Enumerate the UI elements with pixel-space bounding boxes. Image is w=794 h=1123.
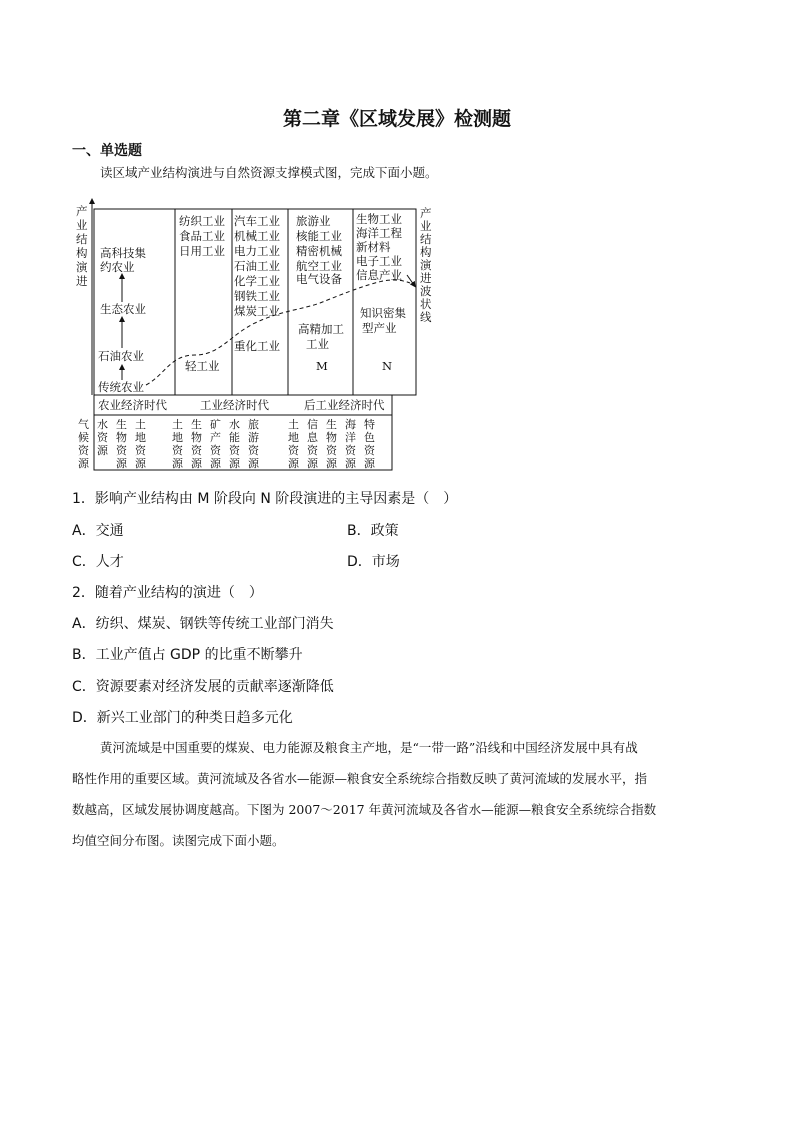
svg-text:工业经济时代: 工业经济时代 [200,398,269,412]
resource-label: 土地资源 [288,418,299,470]
svg-text:构: 构 [420,245,432,259]
q2-option-b[interactable]: B．工业产值占 GDP 的比重不断攀升 [72,647,303,663]
q1-option-c[interactable]: C．人才 [72,554,124,570]
q2-option-a[interactable]: A．纺织、煤炭、钢铁等传统工业部门消失 [72,616,334,632]
svg-text:农业经济时代: 农业经济时代 [98,398,167,412]
svg-text:化学工业: 化学工业 [234,274,280,288]
q2-option-d[interactable]: D．新兴工业部门的种类日趋多元化 [72,710,293,726]
industrial-evolution-diagram [70,195,440,480]
stage-m-column [296,214,344,373]
wave-label [420,206,433,324]
resource-label: 水资源 [97,418,108,457]
passage-line-1: 黄河流域是中国重要的煤炭、电力能源及粮食主产地，是“一带一路”沿线和中国经济发展中具有战 [100,740,638,755]
svg-text:精密机械: 精密机械 [296,244,342,258]
svg-text:进: 进 [420,271,432,285]
svg-text:线: 线 [420,310,432,324]
svg-text:日用工业: 日用工业 [179,244,225,258]
svg-text:工业: 工业 [306,337,329,351]
resource-label: 生物资源 [116,418,127,470]
q1-option-b[interactable]: B．政策 [347,523,399,539]
svg-text:航空工业: 航空工业 [296,259,342,273]
passage-line-4: 均值空间分布图。读图完成下面小题。 [72,833,285,848]
resource-label: 土地资源 [172,418,183,470]
svg-text:演: 演 [76,260,88,274]
svg-text:生态农业: 生态农业 [100,302,146,316]
section-heading: 一、单选题 [72,143,142,159]
svg-text:纺织工业: 纺织工业 [179,214,225,228]
resource-label: 特色资源 [364,418,375,470]
svg-text:业: 业 [420,219,432,233]
svg-text:石油农业: 石油农业 [98,349,144,363]
svg-text:业: 业 [76,218,88,232]
resource-label: 旅游资源 [248,418,259,470]
passage-line-2: 略性作用的重要区域。黄河流域及各省水—能源—粮食安全系统综合指数反映了黄河流域的发展水平，指 [72,771,648,786]
svg-text:M: M [316,359,328,373]
svg-text:状: 状 [420,297,432,311]
svg-text:知识密集: 知识密集 [360,306,406,320]
passage-line-3: 数越高，区域发展协调度越高。下图为 2007～2017 年黄河流域及各省水—能源—粮食安全系统综合指数 [72,802,657,817]
figure-intro: 读区域产业结构演进与自然资源支撑模式图，完成下面小题。 [100,165,438,180]
q1-stem: 1．影响产业结构由 M 阶段向 N 阶段演进的主导因素是（ ） [72,491,458,507]
svg-text:新材料: 新材料 [356,240,391,254]
svg-text:钢铁工业: 钢铁工业 [234,289,280,303]
svg-text:后工业经济时代: 后工业经济时代 [304,398,385,412]
q1-option-a[interactable]: A．交通 [72,523,124,539]
svg-text:构: 构 [76,246,88,260]
resource-label: 气候资源 [78,418,89,470]
svg-text:传统农业: 传统农业 [98,380,144,394]
svg-text:海洋工程: 海洋工程 [356,226,402,240]
svg-text:波: 波 [420,284,432,298]
heavy-industry-column [234,214,280,353]
svg-text:演: 演 [420,258,432,272]
svg-text:N: N [382,359,393,373]
resource-label: 生物资源 [326,418,337,470]
resource-label: 水能资源 [229,418,240,470]
y-axis-label [76,204,89,288]
svg-text:结: 结 [420,232,432,246]
stage-n-column [356,212,406,373]
resource-label: 土地资源 [135,418,146,470]
svg-text:产: 产 [76,204,88,218]
svg-text:电子工业: 电子工业 [356,254,402,268]
resource-label: 生物资源 [191,418,202,470]
svg-text:电力工业: 电力工业 [234,244,280,258]
svg-text:高科技集: 高科技集 [100,246,146,260]
svg-text:进: 进 [76,274,88,288]
svg-text:约农业: 约农业 [100,260,135,274]
resource-label: 信息资源 [307,418,318,470]
svg-text:食品工业: 食品工业 [179,229,225,243]
svg-text:高精加工: 高精加工 [298,322,344,336]
era-labels [98,398,385,412]
svg-text:核能工业: 核能工业 [296,229,342,243]
resource-label: 海洋资源 [345,418,356,470]
svg-text:产: 产 [420,206,432,220]
svg-text:汽车工业: 汽车工业 [234,214,280,228]
svg-text:生物工业: 生物工业 [356,212,402,226]
svg-text:轻工业: 轻工业 [185,359,220,373]
svg-text:型产业: 型产业 [362,321,397,335]
q2-stem: 2．随着产业结构的演进（ ） [72,585,263,601]
light-industry-column [179,214,225,373]
svg-text:重化工业: 重化工业 [234,339,280,353]
svg-text:结: 结 [76,232,88,246]
q2-option-c[interactable]: C．资源要素对经济发展的贡献率逐渐降低 [72,679,334,695]
svg-text:机械工业: 机械工业 [234,229,280,243]
svg-text:煤炭工业: 煤炭工业 [234,304,280,318]
svg-text:电气设备: 电气设备 [296,272,342,286]
svg-text:信息产业: 信息产业 [356,268,402,282]
resource-labels [78,417,376,470]
resource-label: 矿产资源 [210,418,221,470]
svg-text:石油工业: 石油工业 [234,259,280,273]
svg-text:旅游业: 旅游业 [296,214,331,228]
q1-option-d[interactable]: D．市场 [347,554,400,570]
page-title: 第二章《区域发展》检测题 [282,108,511,130]
